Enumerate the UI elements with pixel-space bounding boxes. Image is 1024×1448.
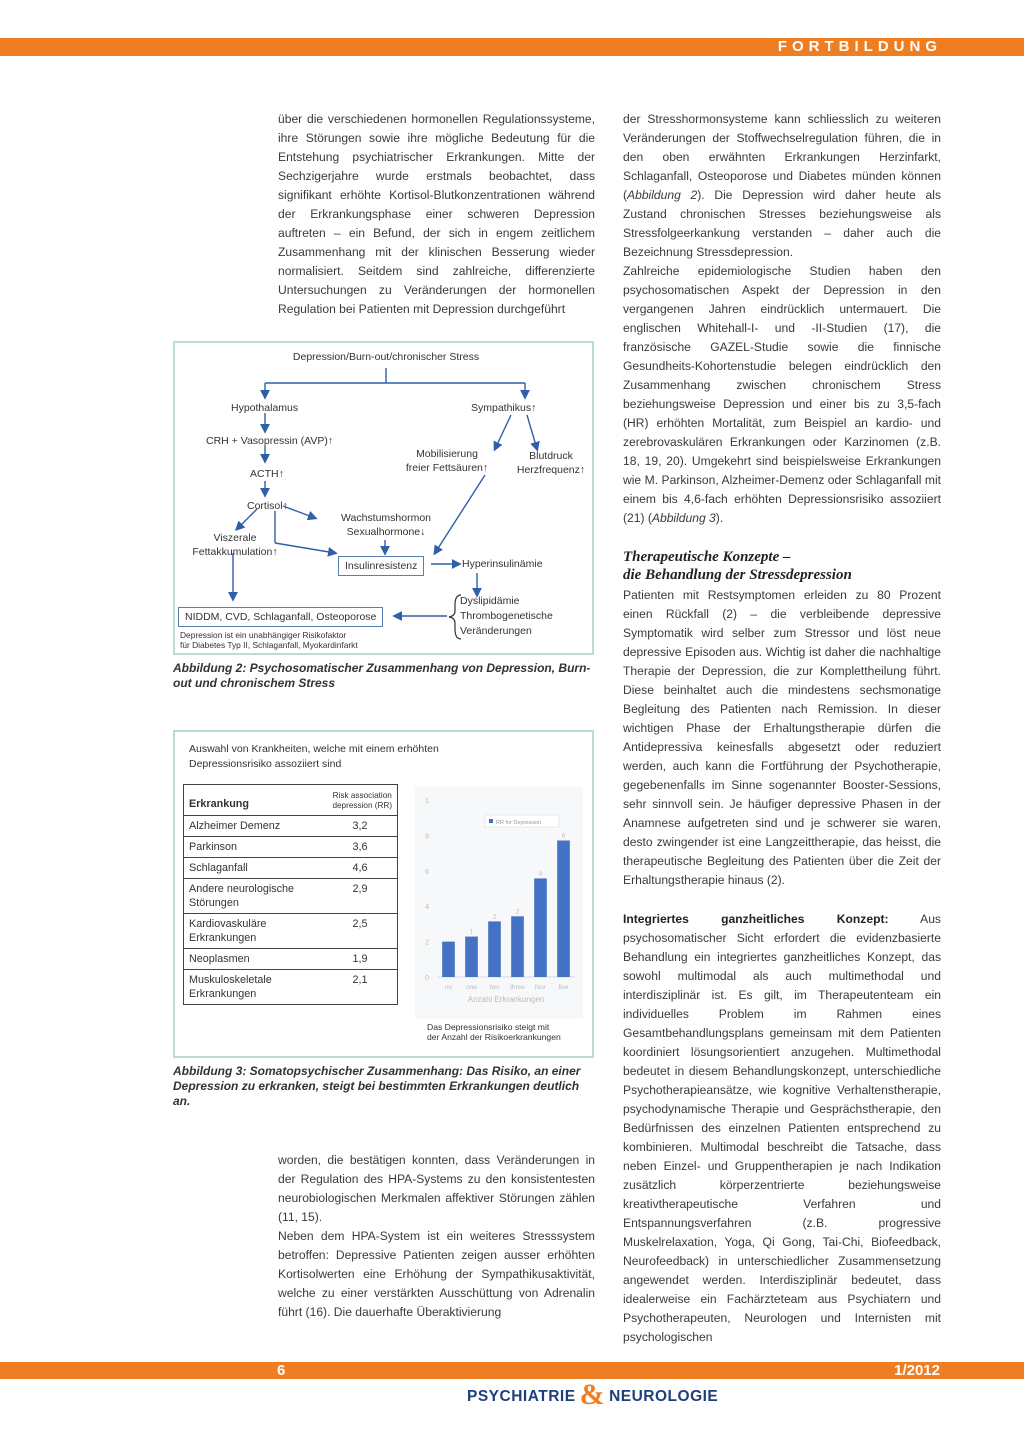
figure-reference: Abbildung 3: [651, 511, 716, 525]
disease-name: Neoplasmen: [184, 949, 328, 970]
fig2-fettsaeuren: freier Fettsäuren↑: [405, 462, 489, 474]
disease-name: Andere neurologische Störungen: [184, 879, 328, 914]
paragraph: [623, 910, 941, 1347]
risk-value: 3,2: [328, 816, 398, 837]
chart-caption-line1: Das Depressionsrisiko steigt mit: [427, 1022, 550, 1032]
fig2-note-line2: für Diabetes Typ II, Schlaganfall, Myokardinfarkt: [180, 640, 358, 650]
text-run: ).: [715, 511, 724, 525]
fig2-note-line1: Depression ist ein unabhängiger Risikofaktor: [180, 630, 347, 640]
figure-3: [173, 730, 594, 1058]
col-header-disease: Erkrankung: [189, 798, 249, 810]
table-row: [184, 914, 398, 949]
spacer: [623, 890, 941, 910]
risk-value: 2,9: [328, 879, 398, 914]
paragraph: Neben dem HPA-System ist ein weiteres Stresssystem betroffen: Depressive Patienten zeigen ausser erhöhten Kortisolwerten eine Erhöhung der Sympathikusaktivität, welche zu einer verstärkten Ausschüttung von Adrenalin führt (16). Die dauerhafte Überaktivierung: [278, 1229, 595, 1319]
figure-reference: Abbildung 2: [627, 188, 698, 202]
risk-value: 2,1: [328, 970, 398, 1005]
table-row: [184, 858, 398, 879]
left-column-bottom: [278, 1151, 595, 1322]
journal-name-right: NEUROLOGIE: [609, 1388, 719, 1405]
disease-name: Muskuloskeletale Erkrankungen: [184, 970, 328, 1005]
legend-label: RR for Depression: [496, 820, 542, 826]
fig2-herzfrequenz: Herzfrequenz↑: [516, 464, 586, 476]
y-tick-label: 0: [425, 975, 429, 982]
fig2-cortisol: Cortisol↑: [247, 500, 288, 512]
paragraph: [623, 262, 941, 528]
disease-name: Kardiovaskuläre Erkrankungen: [184, 914, 328, 949]
header-bar: [0, 38, 1024, 56]
bar-value-label: 6: [561, 833, 566, 840]
disease-name: Alzheimer Demenz: [184, 816, 328, 837]
bar: [488, 921, 501, 977]
legend-swatch: [489, 819, 493, 823]
text-run: der Stresshormonsysteme kann schliesslich zu weiteren Veränderungen der Stoffwechselregulation führen, die in den oben erwähnten Erkrankungen Herzinfarkt, Schlaganfall, Osteoporose und Diabetes münden können (: [623, 112, 941, 202]
figure-2-caption: Abbildung 2: Psychosomatischer Zusammenhang von Depression, Burn-out und chronischem Stress: [173, 661, 591, 690]
journal-logo: [467, 1380, 718, 1410]
col-header-risk: Risk association depression (RR): [332, 791, 393, 810]
x-tick-label: four: [534, 984, 547, 991]
chart-caption-line2: der Anzahl der Risikoerkrankungen: [427, 1032, 561, 1042]
section-title: FORTBILDUNG: [777, 38, 942, 55]
x-tick-label: one: [466, 984, 477, 991]
section-heading: [623, 548, 941, 584]
bar: [442, 942, 455, 977]
bar-value-label: 4: [538, 871, 543, 878]
page-number: 6: [277, 1362, 286, 1379]
x-axis-label: Anzahl Erkrankungen: [467, 995, 545, 1004]
fig2-dyslipidaemie: Dyslipidämie: [460, 595, 520, 607]
figure-3-caption: Abbildung 3: Somatopsychischer Zusammenhang: Das Risiko, an einer Depression zu erkranken, steigt bei bestimmten Erkrankungen deutlich an.: [173, 1064, 581, 1108]
journal-name-left: PSYCHIATRIE: [467, 1388, 576, 1405]
y-tick-label: 1: [425, 798, 429, 806]
risk-table: [183, 784, 398, 1005]
paragraph: [623, 110, 941, 262]
rr-bar-chart: [415, 787, 583, 1019]
fig2-fettakkumulation: Fettakkumulation↑: [192, 546, 278, 558]
y-tick-label: 6: [425, 868, 429, 876]
bar-value-label: 2: [515, 909, 520, 916]
risk-value: 4,6: [328, 858, 398, 879]
fig2-sympathikus: Sympathikus↑: [471, 402, 537, 414]
risk-value: 2,5: [328, 914, 398, 949]
heading-line2: die Behandlung der Stressdepression: [623, 567, 852, 583]
bar: [557, 841, 570, 978]
y-tick-label: 4: [425, 904, 429, 912]
issue-number: 1/2012: [894, 1362, 940, 1379]
x-tick-label: five: [558, 984, 569, 991]
table-row: [184, 970, 398, 1005]
table-row: [184, 949, 398, 970]
text-run: Aus psychosomatischer Sicht erfordert die evidenzbasierte Behandlung ein integriertes ganzheitliches Konzept, das sowohl multimodal als auch multimethodal und interdisziplinär ist. Es gilt, im Therapeutenteam ein individuelles Problem im Rahmen eines Gesamtbehandlungsplans gemeinsam mit dem Patienten koordiniert lösungsorientiert anzugehen. Multimethodal bedeutet in diesem Behandlungskonzept, unterschiedliche Psychotherapieansätze, wie kognitive Verhaltenstherapie, psychodynamische Therapie und Gesprächstherapie, den Bedürfnissen des einzelnen Patienten entsprechend zu kombinieren. Multimodal beschreibt die Tatsache, dass neben Einzel- und Gruppentherapien je nach Indikation zusätzlich körperzentrierte beziehungsweise kreativtherapeutische Verfahren und Entspannungsverfahren (z.B. progressive Muskelrelaxation, Yoga, Qi Gong, Tai-Chi, Biofeedback, Neurofeedback) in unterschiedlicher Zusammensetzung angewendet werden. Interdisziplinär bedeutet, dass idealerweise ein Fachärzteteam aus Psychiatern und Psychotherapeuten, Neurologen und Internisten mit psychologischen: [623, 912, 941, 1344]
fig3-heading: [189, 742, 439, 772]
fig2-blutdruck: Blutdruck: [529, 450, 573, 462]
fig2-title: Depression/Burn-out/chronischer Stress: [292, 351, 480, 363]
paragraph: worden, die bestätigen konnten, dass Veränderungen in der Regulation des HPA-Systems zu den konsistentesten neurobiologischen Merkmalen affektiver Störungen zählen (11, 15).: [278, 1153, 595, 1224]
fig2-veraenderungen: Veränderungen: [460, 625, 532, 637]
right-column: [623, 110, 941, 1347]
fig3-heading-line1: Auswahl von Krankheiten, welche mit einem erhöhten: [189, 743, 439, 755]
fig2-thrombogenetische: Thrombogenetische: [460, 610, 553, 622]
fig2-hypothalamus: Hypothalamus: [231, 402, 299, 414]
fig2-acth: ACTH↑: [250, 468, 284, 480]
x-tick-label: two: [489, 984, 500, 991]
fig2-hyperinsulinaemie: Hyperinsulinämie: [462, 558, 543, 570]
left-column-top: [278, 110, 595, 319]
chart-caption: [427, 1022, 561, 1042]
bar-value-label: 2: [492, 914, 497, 921]
fig2-wachstumshormon: Wachstumshormon: [340, 512, 432, 524]
table-header-row: [184, 785, 398, 816]
risk-value: 3,6: [328, 837, 398, 858]
text-run: ). Die Depression wird daher heute als Zustand chronischen Stresses beziehungsweise als Stressfolgeerkankung verstanden – daher auch die Bezeichnung Stressdepression.: [623, 188, 941, 259]
bar: [534, 878, 547, 977]
x-tick-label: three: [510, 984, 525, 991]
fig2-outcome-box: NIDDM, CVD, Schlaganfall, Osteoporose: [178, 607, 383, 627]
table-row: [184, 879, 398, 914]
table-row: [184, 837, 398, 858]
lead-in: Integriertes ganzheitliches Konzept:: [623, 912, 889, 926]
bar-value-label: 1: [469, 929, 474, 936]
journal-ampersand: &: [579, 1378, 606, 1411]
y-tick-label: 2: [425, 939, 429, 947]
text-run: Zahlreiche epidemiologische Studien haben den psychosomatischen Aspekt der Depression in den vergangenen Jahren eindrücklich untermauert. Die englischen Whitehall-I- und -II-Studien (17), die französische GAZEL-Studie sowie die finnische Gesundheits-Kohortenstudie belegen eindrücklich den Zusammenhang zwischen chronischem Stress beziehungsweise Depression und einer bis zu 3,5-fach (HR) erhöhten Mortalität, zum Beispiel an kardio- und zerebrovaskulären Erkrankungen oder Karzinomen (z.B. 18, 19, 20). Umgekehrt sind beispielsweise Erkrankungen wie M. Parkinson, Alzheimer-Demenz oder Schlaganfall mit einem bis 4,6-fach erhöhten Depressionsrisiko assoziiert (21) (: [623, 264, 941, 525]
disease-name: Schlaganfall: [184, 858, 328, 879]
bar: [511, 916, 524, 977]
footer-bar: [0, 1362, 1024, 1379]
paragraph: über die verschiedenen hormonellen Regulationssysteme, ihre Störungen sowie ihre mögliche Bedeutung für die Entstehung psychiatrischer Erkrankungen. Mitte der Sechzigerjahre wurde erstmals beobachtet, dass signifikant erhöhte Kortisol-Blutkonzentrationen während der Erkrankungsphase einer schweren Depression auftreten – ein Befund, der sich in engem zeitlichem Zusammenhang mit der klinischen Besserung wieder normalisiert. Seitdem sind zahlreiche, differenzierte Untersuchungen zu Veränderungen der hormonellen Regulation bei Patienten mit Depression durchgeführt: [278, 112, 595, 316]
table-row: [184, 816, 398, 837]
y-tick-label: 8: [425, 833, 429, 841]
paragraph: Patienten mit Restsymptomen erleiden zu 80 Prozent einen Rückfall (2) – die verbleibende depressive Symptomatik wird selber zum Stressor und löst neue depressive Episoden aus. Wichtig ist daher die nachhaltige Therapie der Depression, die zur Komplettheilung führt. Diese beinhaltet auch die mindestens sechsmonatige Begleitung des Patienten nach Remission. In dieser wichtigen Phase der Erhaltungstherapie dürfen die Antidepressiva keinesfalls abgesetzt oder reduziert werden, auch kann die Fortführung der Psychotherapie, gegebenenfalls im Sinne sogenannter Booster-Sessions, sehr sinnvoll sein. Je häufiger depressive Phasen in der Anamnese aufgetreten sind und je schwerer sie waren, desto zwingender ist eine Langzeittherapie, das heisst, die therapeutische Begleitung des Patienten über die Zeit der Erhaltungstherapie hinaus (2).: [623, 588, 941, 887]
x-tick-label: no: [444, 984, 453, 991]
fig3-heading-line2: Depressionsrisiko assoziiert sind: [189, 758, 342, 770]
fig2-insulinresistenz: Insulinresistenz: [338, 556, 424, 576]
fig2-viszerale: Viszerale: [213, 532, 257, 544]
fig2-mobilisierung: Mobilisierung: [416, 448, 478, 460]
fig2-crh: CRH + Vasopressin (AVP)↑: [206, 435, 334, 447]
heading-line1: Therapeutische Konzepte –: [623, 549, 791, 565]
figure-2: [173, 341, 594, 655]
disease-name: Parkinson: [184, 837, 328, 858]
bar: [465, 937, 478, 977]
fig2-sexualhormone: Sexualhormone↓: [346, 526, 426, 538]
risk-value: 1,9: [328, 949, 398, 970]
